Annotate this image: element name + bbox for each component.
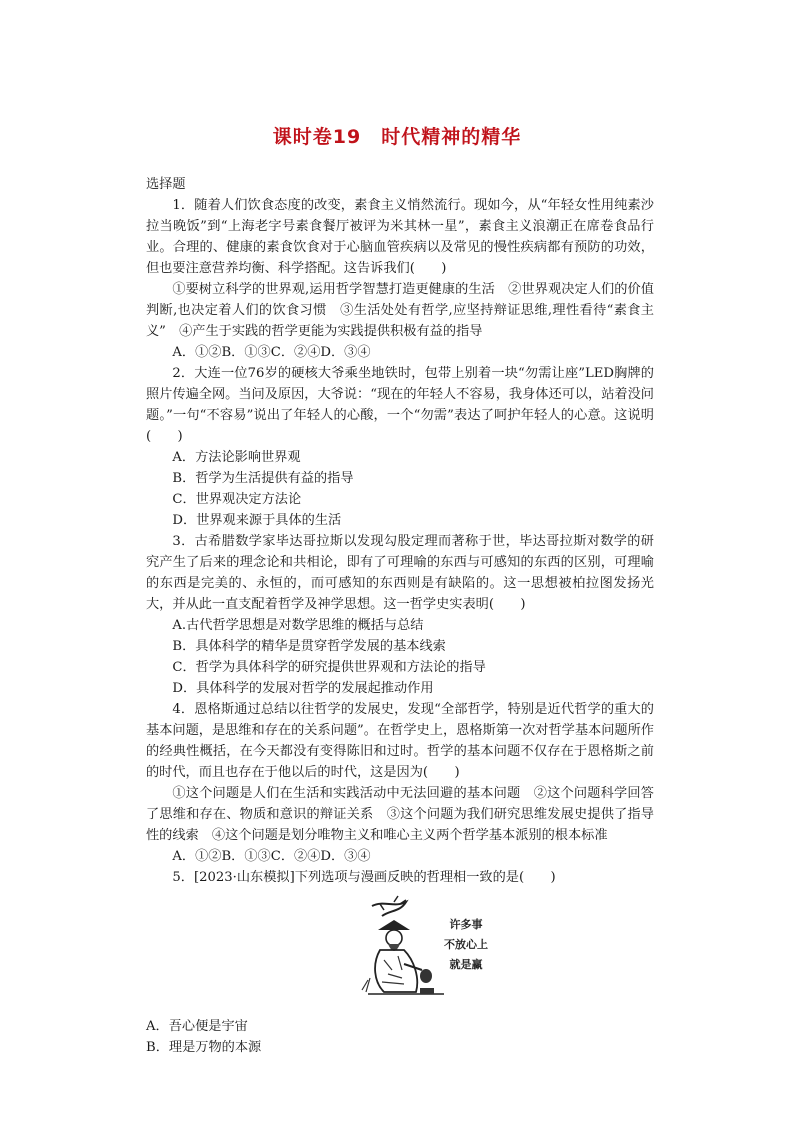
question-3-option-a: A.古代哲学思想是对数学思维的概括与总结 (172, 618, 424, 633)
cartoon-books (420, 988, 434, 994)
question-2-stem: 2．大连一位76岁的硬核大爷乘坐地铁时，包带上别着一块“勿需让座”LED胸牌的照片传遍全网。当问及原因，大爷说：“现在的年轻人不容易，我身体还可以，站着没问题。”一句“不容易”说出了年轻人的心酸，一个“勿需”表达了呵护年轻人的心意。这说明( ) (146, 366, 654, 444)
question-3-option-b: B．具体科学的精华是贯穿哲学发展的基本线索 (172, 639, 446, 654)
question-2-option-c: C．世界观决定方法论 (172, 492, 302, 507)
cartoon-caption-line-3: 就是赢 (449, 958, 483, 971)
cartoon-head (386, 930, 402, 946)
page-title: 课时卷19 时代精神的精华 (272, 126, 522, 148)
question-3-stem: 3．古希腊数学家毕达哥拉斯以发现勾股定理而著称于世，毕达哥拉斯对数学的研究产生了后来的理念论和共相论，即有了可理喻的东西与可感知的东西的区别，可理喻的东西是完美的、永恒的，而可感知的东西则是有缺陷的。这一思想被柏拉图发扬光大，并从此一直支配着哲学及神学思想。这一哲学史实表明( ) (146, 534, 654, 612)
cartoon-image (354, 894, 504, 1012)
exam-content (146, 174, 654, 1058)
question-4-options: A．①②B．①③C．②④D．③④ (172, 849, 371, 864)
section-heading: 选择题 (146, 177, 186, 192)
question-5-stem: 5．[2023·山东模拟]下列选项与漫画反映的哲理相一致的是( ) (172, 870, 556, 885)
cartoon-hat (378, 920, 410, 930)
question-2-option-b: B．哲学为生活提供有益的指导 (172, 471, 354, 486)
cartoon-robe-folds (382, 956, 404, 984)
cartoon-caption-line-2: 不放心上 (444, 938, 488, 951)
cartoon-container (146, 894, 654, 1012)
question-4-stem: 4．恩格斯通过总结以往哲学的发展史，发现“全部哲学，特别是近代哲学的重大的基本问题，是思维和存在的关系问题”。在哲学史上，恩格斯第一次对哲学基本问题所作的经典性概括，在今天都没有变得陈旧和过时。哲学的基本问题不仅存在于恩格斯之前的时代，而且也存在于他以后的时代，这是因为( ) (146, 702, 654, 780)
question-1-options: A．①②B．①③C．②④D．③④ (172, 345, 371, 360)
question-1-stem: 1．随着人们饮食态度的改变，素食主义悄然流行。现如今，从“年轻女性用纯素沙拉当晚饭”到“上海老字号素食餐厅被评为米其林一星”，素食主义浪潮正在席卷食品行业。合理的、健康的素食饮食对于心脑血管疾病以及常见的慢性疾病都有预防的功效，但也要注意营养均衡、科学搭配。这告诉我们( ) (146, 198, 654, 276)
cartoon-caption-line-1: 许多事 (449, 918, 483, 931)
question-4-statements: ①这个问题是人们在生活和实践活动中无法回避的基本问题 ②这个问题科学回答了思维和存在、物质和意识的辩证关系 ③这个问题为我们研究思维发展史提供了指导性的线索 ④这个问题是划分唯物主义和唯心主义两个哲学基本派别的根本标准 (146, 786, 654, 843)
question-2-option-d: D．世界观来源于具体的生活 (172, 513, 342, 528)
cartoon-robe (375, 950, 417, 992)
cartoon-grass (362, 978, 370, 992)
question-3-option-c: C．哲学为具体科学的研究提供世界观和方法论的指导 (172, 660, 486, 675)
question-3-option-d: D．具体科学的发展对哲学的发展起推动作用 (172, 681, 434, 696)
question-1-statements: ①要树立科学的世界观,运用哲学智慧打造更健康的生活 ②世界观决定人们的价值判断,也决定着人们的饮食习惯 ③生活处处有哲学,应坚持辩证思维,理性看待“素食主义” ④产生于实践的哲学更能为实践提供积极有益的指导 (146, 282, 654, 339)
question-2-option-a: A．方法论影响世界观 (172, 450, 301, 465)
cartoon-jug (420, 969, 432, 983)
question-5-option-b: B．理是万物的本源 (146, 1040, 262, 1055)
question-5-option-a: A．吾心便是宇宙 (146, 1019, 248, 1034)
